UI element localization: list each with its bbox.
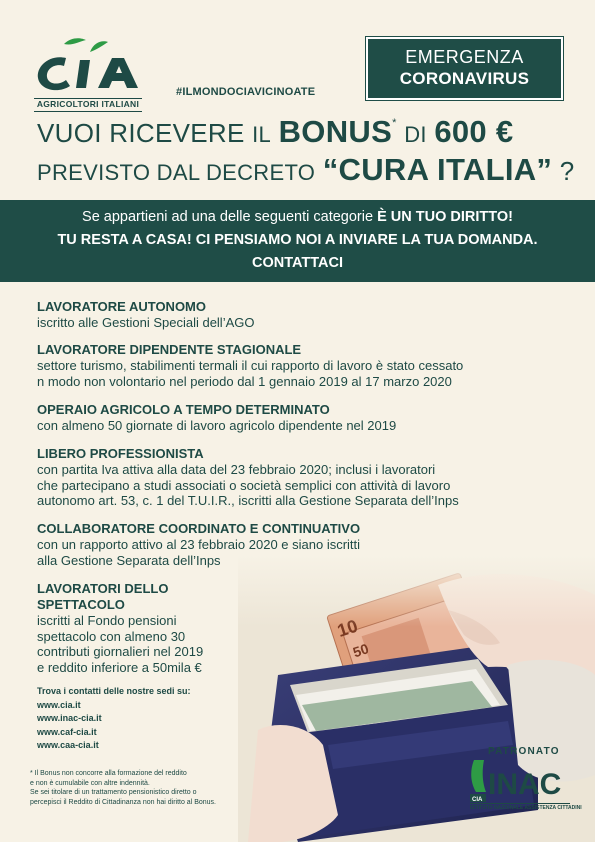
category-title: LAVORATORE AUTONOMO [37, 299, 206, 314]
banner-emphasis: È UN TUO DIRITTO! [377, 209, 513, 225]
emergency-badge [366, 37, 563, 100]
logo-subtitle: AGRICOLTORI ITALIANI [34, 98, 142, 112]
emergency-line2: CORONAVIRUS [399, 69, 530, 88]
info-banner [0, 200, 595, 282]
category-description: iscritti al Fondo pensioni [37, 613, 177, 628]
inac-patronato-label: PATRONATO [488, 746, 560, 757]
contact-callout: CONTATTACI [251, 255, 343, 271]
contact-link-inac[interactable]: www.inac-cia.it [37, 713, 102, 723]
banner-emphasis: TU RESTA A CASA! CI PENSIAMO NOI A INVIARE LA TUA DOMANDA. [57, 232, 538, 248]
category-description: contributi giornalieri nel 2019 [37, 644, 204, 659]
headline-question: ? [559, 156, 575, 186]
category-description: settore turismo, stabilimenti termali il cui rapporto di lavoro è stato cessato [37, 358, 464, 373]
contact-link-cia[interactable]: www.cia.it [37, 699, 81, 710]
category-description: con almeno 50 giornate di lavoro agricolo dipendente nel 2019 [37, 418, 397, 433]
banner-line2 [0, 229, 595, 252]
category-item [37, 446, 557, 509]
contacts-section [37, 685, 287, 753]
headline-line1 [37, 114, 577, 150]
cia-logo [34, 36, 144, 96]
category-description: che partecipano a studi associati o società semplici con attività di lavoro [37, 477, 451, 493]
category-description: alla Gestione Separata dell’Inps [37, 552, 221, 568]
banner-line1 [0, 200, 595, 229]
headline-part: PREVISTO DAL DECRETO [37, 160, 316, 185]
inac-subtitle: ISTITUTO NAZIONALE ASSISTENZA CITTADINI [470, 805, 582, 811]
category-description: con un rapporto attivo al 23 febbraio 2020 e siano iscritti [37, 537, 361, 552]
headline-amount: 600 € [434, 114, 514, 149]
footnote-line: Se sei titolare di un trattamento pensionistico diretto o [30, 789, 197, 796]
category-description: con partita Iva attiva alla data del 23 febbraio 2020; inclusi i lavoratori [37, 462, 436, 477]
headline-line2 [37, 152, 577, 188]
footnote [30, 769, 300, 807]
contact-link-caa[interactable]: www.caa-cia.it [37, 740, 99, 750]
category-title: LIBERO PROFESSIONISTA [37, 446, 204, 461]
category-title: OPERAIO AGRICOLO A TEMPO DETERMINATO [37, 402, 330, 417]
category-description: spettacolo con almeno 30 [37, 628, 186, 644]
category-description: autonomo art. 53, c. 1 del T.U.I.R., iscritti alla Gestione Separata dell’Inps [37, 493, 459, 508]
category-item [37, 402, 557, 434]
headline-asterisk: * [392, 117, 397, 129]
banner-text: Se appartieni ad una delle seguenti categorie [82, 209, 374, 225]
headline-part: VUOI RICEVERE [37, 118, 245, 148]
category-item [37, 299, 557, 331]
contact-link-caf[interactable]: www.caf-cia.it [37, 726, 97, 737]
footnote-line: e non è cumulabile con altre indennità. [30, 779, 150, 787]
banner-line3 [0, 252, 595, 275]
footnote-line: * Il Bonus non concorre alla formazione del reddito [30, 770, 187, 777]
inac-brand-text: INAC [488, 768, 562, 801]
headline-part: DI [404, 122, 427, 147]
inac-logo [468, 748, 568, 808]
emergency-line1: EMERGENZA [405, 47, 524, 67]
inac-badge-text: CIA [472, 797, 483, 803]
headline-bonus: BONUS [278, 114, 393, 149]
headline-part: IL [252, 122, 272, 147]
category-item [37, 521, 557, 568]
category-title: COLLABORATORE COORDINATO E CONTINUATIVO [37, 521, 361, 536]
category-title: LAVORATORE DIPENDENTE STAGIONALE [37, 342, 302, 357]
category-item [37, 342, 557, 389]
contacts-intro: Trova i contatti delle nostre sedi su: [37, 686, 191, 696]
category-item [37, 581, 247, 675]
category-description: n modo non volontario nel periodo dal 1 gennaio 2019 al 17 marzo 2020 [37, 373, 452, 389]
hashtag: #ILMONDOCIAVICINOATE [176, 86, 316, 98]
footnote-line: percepisci il Reddito di Cittadinanza non hai diritto al Bonus. [30, 798, 216, 806]
category-title: LAVORATORI DELLO SPETTACOLO [37, 581, 169, 612]
category-description: iscritto alle Gestioni Speciali dell’AGO [37, 315, 255, 330]
headline-decree: “CURA ITALIA” [322, 152, 553, 187]
category-description: e reddito inferiore a 50mila € [37, 659, 202, 675]
